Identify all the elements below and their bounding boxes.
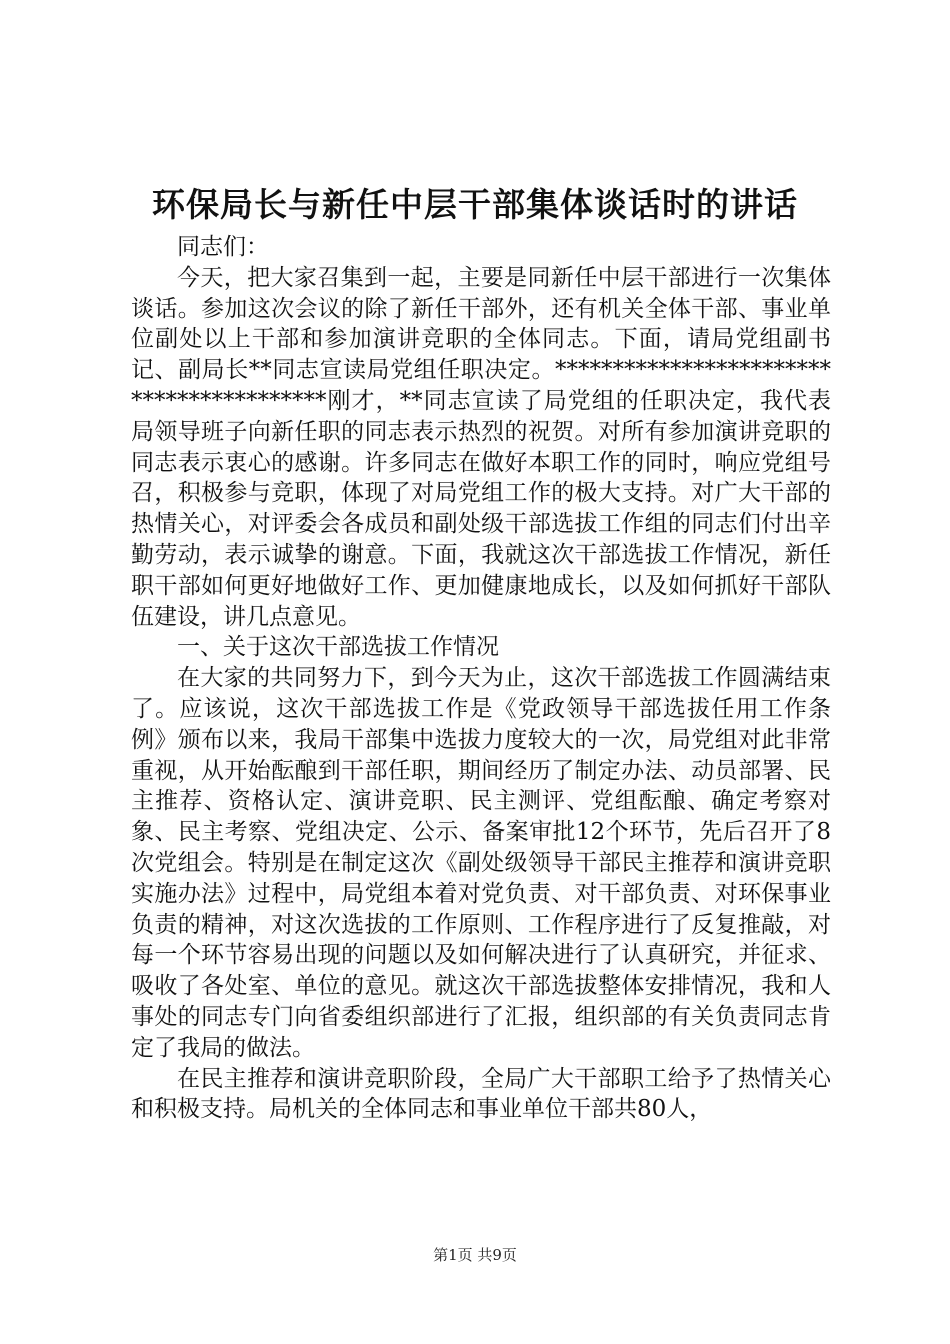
section-heading: 一、关于这次干部选拔工作情况 — [177, 634, 499, 661]
body-paragraph: 在民主推荐和演讲竞职阶段，全局广大干部职工给予了热情关心和积极支持。局机关的全体同志和事业单位干部共80人， — [131, 1065, 831, 1123]
body-paragraph: 今天，把大家召集到一起，主要是同新任中层干部进行一次集体谈话。参加这次会议的除了新任干部外，还有机关全体干部、事业单位副处以上干部和参加演讲竞职的全体同志。下面，请局党组副书记、副局长**同志宣读局党组任职决定。*****************************************刚才，**同志宣读了局党组的任职决定，我代表局领导班子向新任职的同志表示热烈的祝贺。对所有参加演讲竞职的同志表示衷心的感谢。许多同志在做好本职工作的同时，响应党组号召，积极参与竞职，体现了对局党组工作的极大支持。对广大干部的热情关心，对评委会各成员和副处级干部选拔工作组的同志们付出辛勤劳动，表示诚挚的谢意。下面，我就这次干部选拔工作情况，新任职干部如何更好地做好工作、更加健康地成长，以及如何抓好干部队伍建设，讲几点意见。 — [131, 264, 831, 630]
page-footer — [0, 1245, 950, 1265]
page-number: 第1页 共9页 — [433, 1246, 517, 1264]
salutation-paragraph: 同志们： — [177, 234, 269, 260]
document-body — [131, 232, 831, 1125]
body-paragraph: 在大家的共同努力下，到今天为止，这次干部选拔工作圆满结束了。应该说，这次干部选拔工作是《党政领导干部选拔任用工作条例》颁布以来，我局干部集中选拔力度较大的一次，局党组对此非常重视，从开始酝酿到干部任职，期间经历了制定办法、动员部署、民主推荐、资格认定、演讲竞职、民主测评、党组酝酿、确定考察对象、民主考察、党组决定、公示、备案审批12个环节，先后召开了8次党组会。特别是在制定这次《副处级领导干部民主推荐和演讲竞职实施办法》过程中，局党组本着对党负责、对干部负责、对环保事业负责的精神，对这次选拔的工作原则、工作程序进行了反复推敲，对每一个环节容易出现的问题以及如何解决进行了认真研究，并征求、吸收了各处室、单位的意见。就这次干部选拔整体安排情况，我和人事处的同志专门向省委组织部进行了汇报，组织部的有关负责同志肯定了我局的做法。 — [131, 665, 831, 1061]
document-title: 环保局长与新任中层干部集体谈话时的讲话 — [152, 185, 798, 224]
